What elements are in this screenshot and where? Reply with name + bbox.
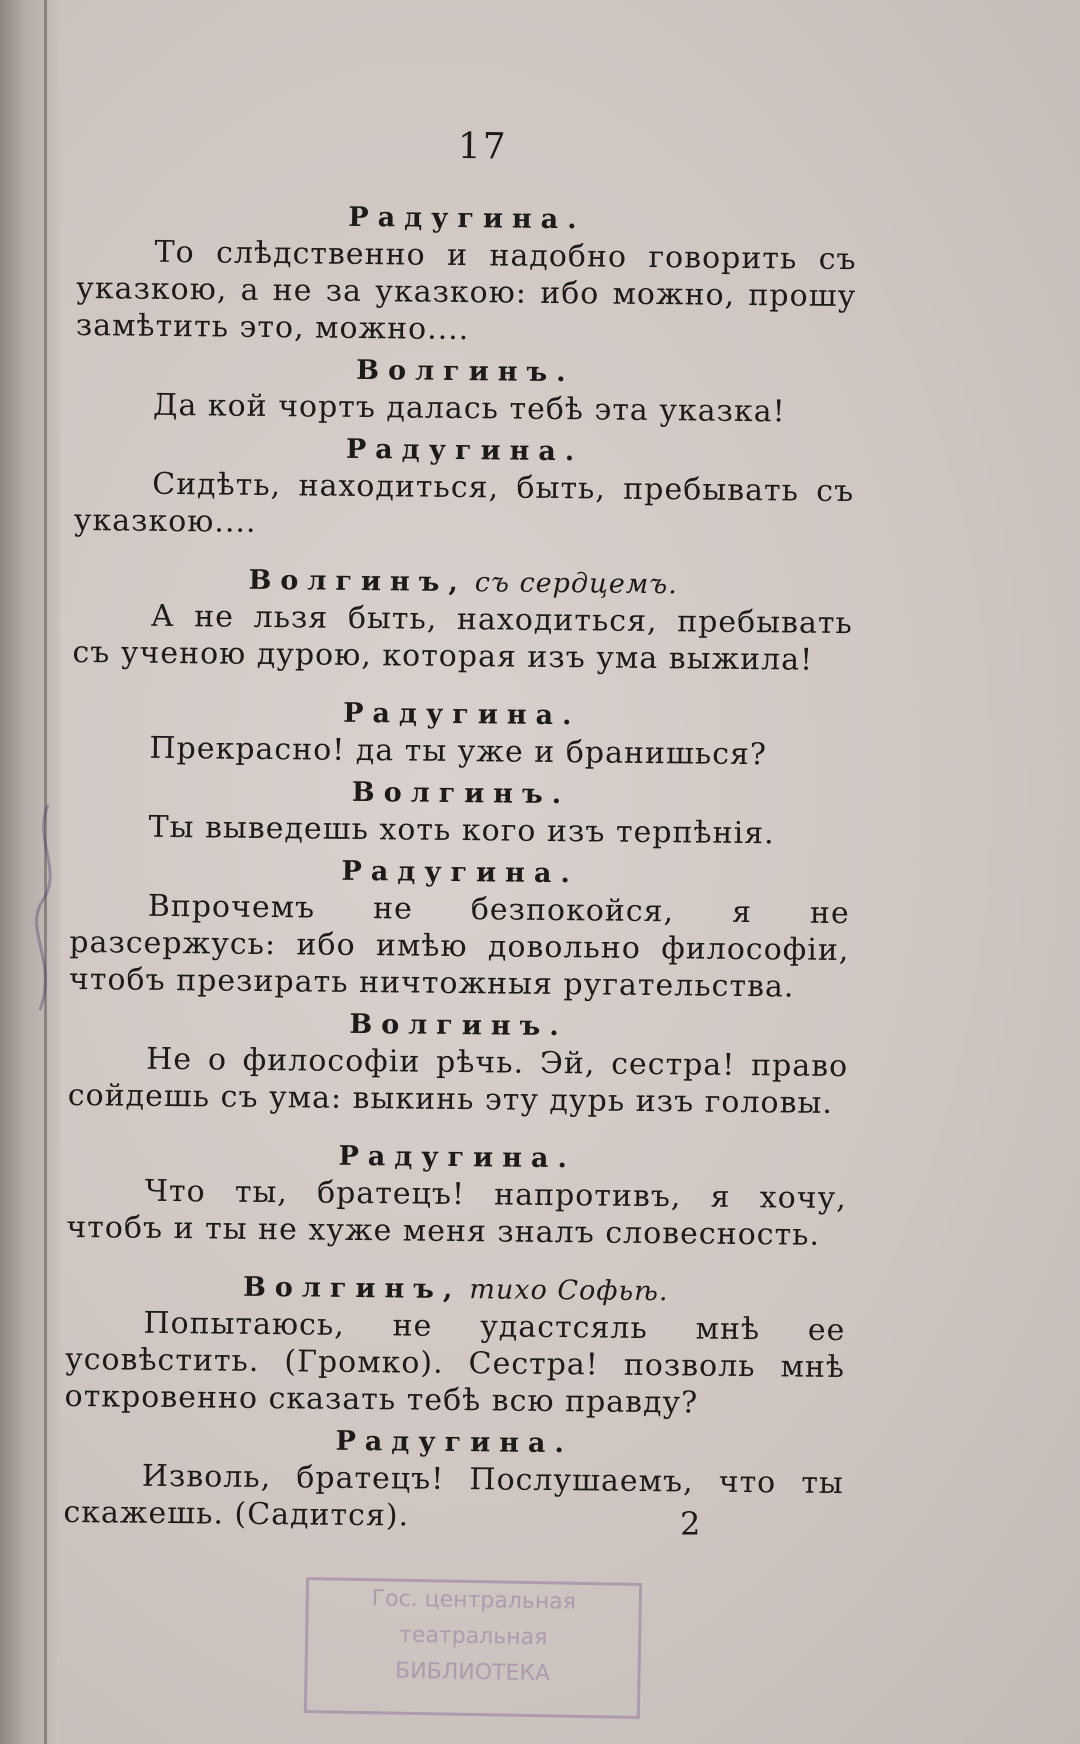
speaker-name: Радугина.	[345, 433, 584, 468]
dialogue	[63, 197, 857, 1539]
dialogue-block	[69, 851, 850, 1006]
dialogue-block	[74, 429, 855, 547]
dialogue-block	[76, 197, 857, 352]
dialogue-block	[72, 561, 853, 679]
speech-text: Да кой чортъ далась тебѣ эта указка!	[152, 387, 786, 430]
stage-direction: тихо Софьѣ.	[469, 1274, 669, 1308]
speech-text: Впрочемъ не безпокойся, я не разсержусь: ибо имѣю довольно философіи, чтобъ презирать ничтожныя ругательства.	[68, 888, 850, 1005]
speaker-name: Радугина.	[341, 855, 579, 890]
dialogue-block	[63, 1421, 844, 1539]
dialogue-block	[66, 1136, 847, 1254]
speaker-name: Волгинъ.	[356, 354, 575, 389]
speaker-name: Радугина.	[348, 201, 586, 236]
speech-text: Попытаюсь, не удастсяль мнѣ ее усовѣстить. (Громко). Сестра! позволь мнѣ откровенно сказать тебѣ всю правду?	[64, 1305, 846, 1421]
speaker-name: Волгинъ, тихо Софьѣ.	[242, 1271, 669, 1308]
stamp-line: БИБЛИОТЕКА	[394, 1658, 551, 1687]
speaker-name: Волгинъ.	[349, 1008, 568, 1043]
stamp-line: Гос. центральная	[371, 1586, 577, 1615]
speaker-name: Радугина.	[338, 1140, 576, 1175]
speech-text: Не о философіи рѣчь. Эй, сестра! право сойдешь съ ума: выкинь эту дурь изъ головы.	[67, 1041, 849, 1121]
page-text	[63, 122, 858, 1545]
speech-text: Изволь, братецъ! Послушаемъ, что ты скажешь. (Садится).	[63, 1458, 844, 1534]
speech-text: Прекрасно! да ты уже и бранишься?	[149, 730, 768, 773]
speaker-name: Волгинъ.	[351, 776, 571, 811]
dialogue-block	[68, 1004, 849, 1122]
speech-text: Что ты, братецъ! напротивъ, я хочу, чтобъ и ты не хуже меня зналъ словесность.	[66, 1173, 847, 1253]
dialogue-block	[71, 693, 852, 774]
margin-scribble	[28, 800, 68, 1020]
speaker-name: Радугина.	[343, 697, 581, 732]
speaker-name: Радугина.	[335, 1425, 574, 1460]
speech-text: Сидѣть, находиться, быть, пребывать съ указкою....	[73, 466, 855, 540]
speech-text: Ты выведешь хоть кого изъ терпѣнія.	[148, 809, 775, 852]
dialogue-block	[64, 1268, 845, 1423]
stamp-line: театральная	[398, 1622, 548, 1651]
dialogue-block	[75, 350, 856, 431]
stage-direction: съ сердцемъ.	[474, 567, 678, 601]
page-number: 17	[457, 125, 508, 168]
library-stamp	[304, 1577, 642, 1719]
dialogue-block	[70, 772, 851, 853]
speaker-name: Волгинъ, съ сердцемъ.	[248, 564, 678, 601]
speech-text: А не льзя быть, находиться, пребывать съ ученою дурою, которая изъ ума выжила!	[72, 598, 853, 678]
signature-mark: 2	[680, 1505, 701, 1543]
speech-text: То слѣдственно и надобно говорить съ указкою, а не за указкою: ибо можно, прошу замѣтить это, можно....	[75, 234, 857, 348]
